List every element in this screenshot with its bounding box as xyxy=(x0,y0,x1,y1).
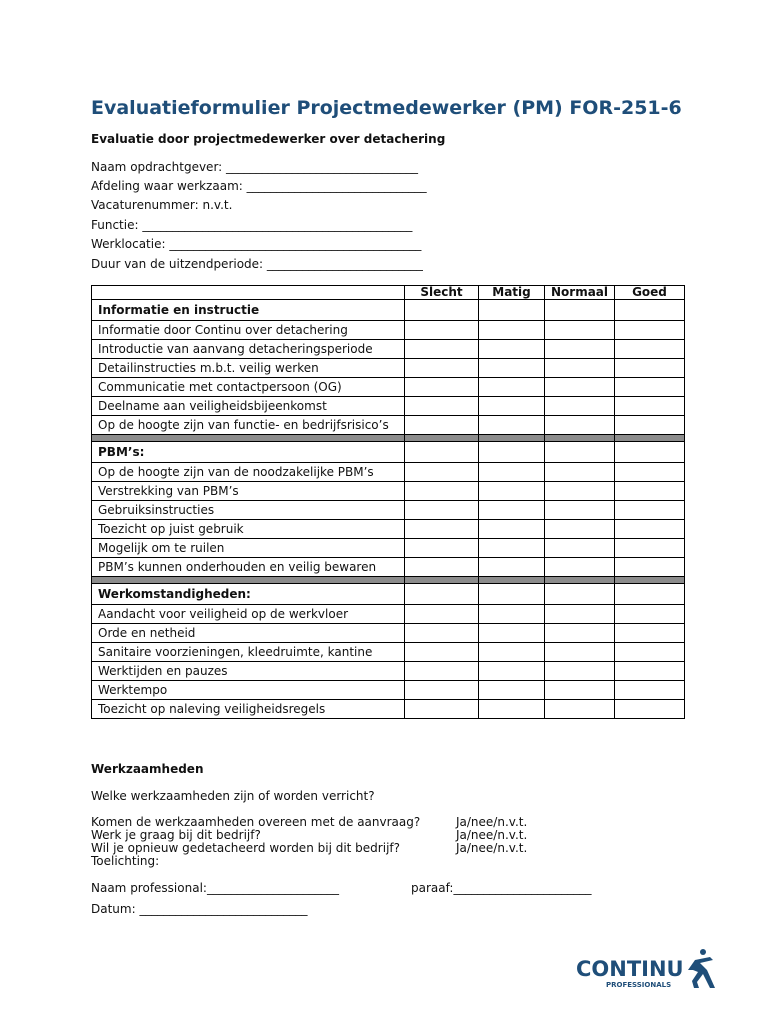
table-row xyxy=(92,558,685,577)
rating-cell-goed[interactable] xyxy=(615,463,685,482)
rating-cell-normaal[interactable] xyxy=(545,340,615,359)
rating-cell-goed[interactable] xyxy=(615,378,685,397)
criterion-label: Mogelijk om te ruilen xyxy=(92,539,405,558)
separator-cell xyxy=(405,577,479,584)
criterion-label: Verstrekking van PBM’s xyxy=(92,482,405,501)
rating-cell-matig[interactable] xyxy=(479,463,545,482)
rating-cell-slecht[interactable] xyxy=(405,340,479,359)
rating-cell-matig[interactable] xyxy=(479,416,545,435)
rating-cell xyxy=(479,300,545,321)
criterion-label: Informatie door Continu over detachering xyxy=(92,321,405,340)
rating-cell-normaal[interactable] xyxy=(545,378,615,397)
table-row xyxy=(92,463,685,482)
rating-cell-normaal[interactable] xyxy=(545,397,615,416)
criterion-label: Werktijden en pauzes xyxy=(92,662,405,681)
rating-cell-normaal[interactable] xyxy=(545,482,615,501)
rating-cell xyxy=(405,442,479,463)
rating-cell-matig[interactable] xyxy=(479,520,545,539)
rating-cell-normaal[interactable] xyxy=(545,359,615,378)
rating-cell-slecht[interactable] xyxy=(405,643,479,662)
table-header-row xyxy=(92,286,685,300)
rating-cell-matig[interactable] xyxy=(479,643,545,662)
werkzaamheden-question: Welke werkzaamheden zijn of worden verricht? xyxy=(91,789,375,803)
rating-cell-normaal[interactable] xyxy=(545,643,615,662)
continu-logo xyxy=(576,948,716,990)
rating-cell-slecht[interactable] xyxy=(405,558,479,577)
field-werklocatie[interactable]: Werklocatie: __________________________________________ xyxy=(91,237,422,251)
criterion-label: Op de hoogte zijn van de noodzakelijke PBM’s xyxy=(92,463,405,482)
rating-cell-matig[interactable] xyxy=(479,340,545,359)
logo-name: CONTINU xyxy=(576,957,684,981)
rating-cell-goed[interactable] xyxy=(615,501,685,520)
header-slecht: Slecht xyxy=(405,286,479,300)
field-duur-uitzendperiode[interactable]: Duur van de uitzendperiode: __________________________ xyxy=(91,257,423,271)
rating-cell-normaal[interactable] xyxy=(545,700,615,719)
rating-cell-goed[interactable] xyxy=(615,520,685,539)
criterion-label: Toezicht op juist gebruik xyxy=(92,520,405,539)
rating-cell-slecht[interactable] xyxy=(405,416,479,435)
criterion-label: Communicatie met contactpersoon (OG) xyxy=(92,378,405,397)
naam-professional-field[interactable]: Naam professional:______________________ xyxy=(91,881,339,895)
table-row xyxy=(92,501,685,520)
rating-cell xyxy=(615,300,685,321)
rating-cell-matig[interactable] xyxy=(479,700,545,719)
rating-cell-goed[interactable] xyxy=(615,605,685,624)
rating-cell-goed[interactable] xyxy=(615,321,685,340)
rating-cell-normaal[interactable] xyxy=(545,520,615,539)
figure-icon xyxy=(688,949,715,988)
rating-cell-goed[interactable] xyxy=(615,359,685,378)
table-row xyxy=(92,520,685,539)
rating-cell-slecht[interactable] xyxy=(405,463,479,482)
rating-cell-slecht[interactable] xyxy=(405,681,479,700)
rating-cell-normaal[interactable] xyxy=(545,501,615,520)
rating-cell xyxy=(545,442,615,463)
rating-cell-slecht[interactable] xyxy=(405,662,479,681)
section-separator xyxy=(92,577,685,584)
rating-cell-goed[interactable] xyxy=(615,681,685,700)
rating-cell-normaal[interactable] xyxy=(545,463,615,482)
rating-cell-goed[interactable] xyxy=(615,662,685,681)
separator-cell xyxy=(479,577,545,584)
rating-cell-goed[interactable] xyxy=(615,643,685,662)
rating-cell-matig[interactable] xyxy=(479,359,545,378)
rating-cell-slecht[interactable] xyxy=(405,378,479,397)
rating-cell-normaal[interactable] xyxy=(545,662,615,681)
criterion-label: Op de hoogte zijn van functie- en bedrijfsrisico’s xyxy=(92,416,405,435)
rating-cell-slecht[interactable] xyxy=(405,700,479,719)
document-title: Evaluatieformulier Projectmedewerker (PM) FOR-251-6 xyxy=(91,97,682,119)
rating-cell-normaal[interactable] xyxy=(545,605,615,624)
rating-cell-slecht[interactable] xyxy=(405,501,479,520)
question-aanvraag: Komen de werkzaamheden overeen met de aanvraag? xyxy=(91,815,421,829)
evaluation-table xyxy=(91,285,685,719)
rating-cell-normaal[interactable] xyxy=(545,321,615,340)
document-subtitle: Evaluatie door projectmedewerker over detachering xyxy=(91,132,446,146)
separator-cell xyxy=(615,577,685,584)
rating-cell-normaal[interactable] xyxy=(545,558,615,577)
header-goed: Goed xyxy=(615,286,685,300)
rating-cell xyxy=(479,584,545,605)
rating-cell-slecht[interactable] xyxy=(405,624,479,643)
section-title: Informatie en instructie xyxy=(92,300,405,321)
rating-cell-matig[interactable] xyxy=(479,681,545,700)
rating-cell-goed[interactable] xyxy=(615,416,685,435)
separator-cell xyxy=(615,435,685,442)
table-row xyxy=(92,605,685,624)
rating-cell xyxy=(479,442,545,463)
rating-cell-normaal[interactable] xyxy=(545,416,615,435)
rating-cell-goed[interactable] xyxy=(615,397,685,416)
rating-cell-normaal[interactable] xyxy=(545,624,615,643)
rating-cell-matig[interactable] xyxy=(479,501,545,520)
toelichting-label: Toelichting: xyxy=(91,854,160,868)
rating-cell-normaal[interactable] xyxy=(545,539,615,558)
rating-cell xyxy=(405,300,479,321)
rating-cell-goed[interactable] xyxy=(615,340,685,359)
table-row xyxy=(92,340,685,359)
criterion-label: Gebruiksinstructies xyxy=(92,501,405,520)
rating-cell-goed[interactable] xyxy=(615,539,685,558)
rating-cell-matig[interactable] xyxy=(479,558,545,577)
criterion-label: Toezicht op naleving veiligheidsregels xyxy=(92,700,405,719)
table-row xyxy=(92,624,685,643)
criterion-label: Werktempo xyxy=(92,681,405,700)
rating-cell-matig[interactable] xyxy=(479,378,545,397)
table-row xyxy=(92,643,685,662)
separator-cell xyxy=(545,577,615,584)
rating-cell-matig[interactable] xyxy=(479,624,545,643)
datum-field[interactable]: Datum: ____________________________ xyxy=(91,902,308,916)
rating-cell-matig[interactable] xyxy=(479,321,545,340)
field-vacaturenummer: Vacaturenummer: n.v.t. xyxy=(91,198,233,212)
criterion-label: Orde en netheid xyxy=(92,624,405,643)
separator-cell xyxy=(92,435,405,442)
criterion-label: Aandacht voor veiligheid op de werkvloer xyxy=(92,605,405,624)
section-header-row xyxy=(92,300,685,321)
field-naam-opdrachtgever[interactable]: Naam opdrachtgever: ________________________________ xyxy=(91,160,419,174)
field-afdeling[interactable]: Afdeling waar werkzaam: ______________________________ xyxy=(91,179,427,193)
rating-cell-matig[interactable] xyxy=(479,482,545,501)
criterion-label: Introductie van aanvang detacheringsperiode xyxy=(92,340,405,359)
rating-cell xyxy=(545,300,615,321)
question-opnieuw-gedetacheerd: Wil je opnieuw gedetacheerd worden bij dit bedrijf? xyxy=(91,841,400,855)
section-title: PBM’s: xyxy=(92,442,405,463)
rating-cell-slecht[interactable] xyxy=(405,397,479,416)
rating-cell-slecht[interactable] xyxy=(405,359,479,378)
table-row xyxy=(92,416,685,435)
rating-cell-goed[interactable] xyxy=(615,700,685,719)
rating-cell-slecht[interactable] xyxy=(405,539,479,558)
table-row xyxy=(92,359,685,378)
rating-cell-goed[interactable] xyxy=(615,482,685,501)
table-row xyxy=(92,539,685,558)
header-normaal: Normaal xyxy=(545,286,615,300)
question-graag-werken: Werk je graag bij dit bedrijf? xyxy=(91,828,261,842)
separator-cell xyxy=(92,577,405,584)
logo-tagline: PROFESSIONALS xyxy=(606,981,672,989)
criterion-label: PBM’s kunnen onderhouden en veilig bewaren xyxy=(92,558,405,577)
rating-cell xyxy=(545,584,615,605)
rating-cell xyxy=(405,584,479,605)
rating-cell-slecht[interactable] xyxy=(405,605,479,624)
table-row xyxy=(92,378,685,397)
criterion-label: Deelname aan veiligheidsbijeenkomst xyxy=(92,397,405,416)
answer-aanvraag[interactable]: Ja/nee/n.v.t. xyxy=(456,815,528,829)
rating-cell-matig[interactable] xyxy=(479,539,545,558)
table-row xyxy=(92,482,685,501)
header-criterium xyxy=(92,286,405,300)
criterion-label: Sanitaire voorzieningen, kleedruimte, kantine xyxy=(92,643,405,662)
table-row xyxy=(92,397,685,416)
table-row xyxy=(92,321,685,340)
rating-cell xyxy=(615,442,685,463)
answer-opnieuw-gedetacheerd[interactable]: Ja/nee/n.v.t. xyxy=(456,841,528,855)
section-header-row xyxy=(92,442,685,463)
rating-cell-slecht[interactable] xyxy=(405,482,479,501)
criterion-label: Detailinstructies m.b.t. veilig werken xyxy=(92,359,405,378)
separator-cell xyxy=(479,435,545,442)
separator-cell xyxy=(545,435,615,442)
rating-cell-matig[interactable] xyxy=(479,397,545,416)
table-row xyxy=(92,700,685,719)
rating-cell-slecht[interactable] xyxy=(405,520,479,539)
table-row xyxy=(92,662,685,681)
answer-graag-werken[interactable]: Ja/nee/n.v.t. xyxy=(456,828,528,842)
separator-cell xyxy=(405,435,479,442)
rating-cell-matig[interactable] xyxy=(479,662,545,681)
rating-cell-slecht[interactable] xyxy=(405,321,479,340)
rating-cell-goed[interactable] xyxy=(615,624,685,643)
field-functie[interactable]: Functie: _____________________________________________ xyxy=(91,218,413,232)
werkzaamheden-heading: Werkzaamheden xyxy=(91,762,204,776)
section-separator xyxy=(92,435,685,442)
header-matig: Matig xyxy=(479,286,545,300)
rating-cell-goed[interactable] xyxy=(615,558,685,577)
paraaf-field[interactable]: paraaf:_______________________ xyxy=(411,881,592,895)
section-header-row xyxy=(92,584,685,605)
rating-cell-matig[interactable] xyxy=(479,605,545,624)
rating-cell xyxy=(615,584,685,605)
table-row xyxy=(92,681,685,700)
rating-cell-normaal[interactable] xyxy=(545,681,615,700)
section-title: Werkomstandigheden: xyxy=(92,584,405,605)
